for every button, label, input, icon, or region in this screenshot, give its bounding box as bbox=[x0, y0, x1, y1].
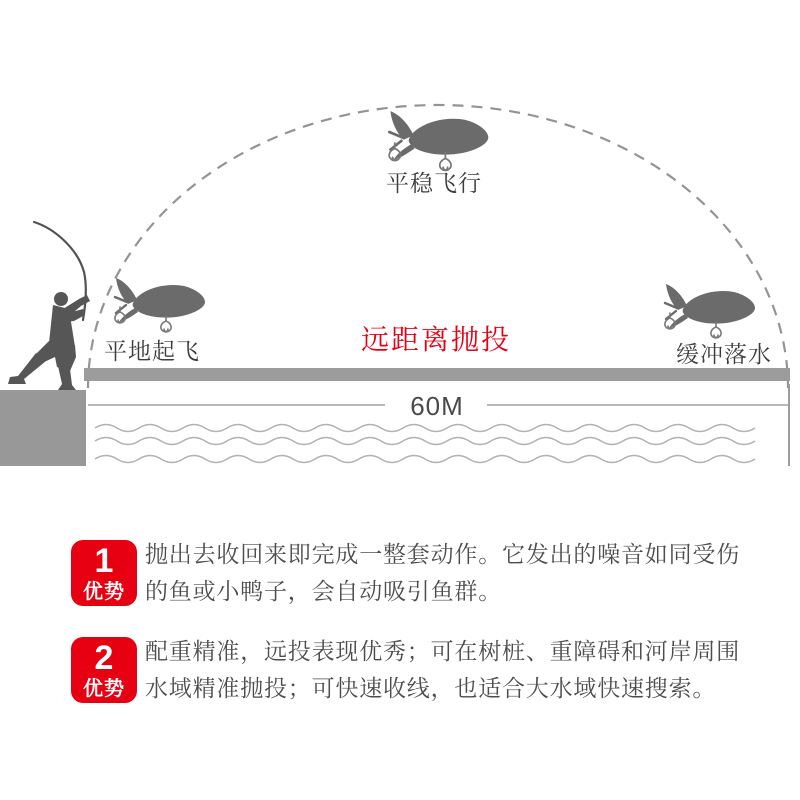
label-stable-flight: 平稳飞行 bbox=[386, 170, 482, 196]
advantage-2-badge bbox=[71, 637, 137, 703]
advantage-1-number: 1 bbox=[94, 542, 114, 580]
advantage-2-text: 配重精准，远投表现优秀；可在树桩、重障碍和河岸周围水域精准抛投；可快速收线，也适合大水域快速搜索。 bbox=[145, 638, 740, 701]
label-flat-takeoff: 平地起飞 bbox=[104, 338, 200, 364]
advantage-row-1 bbox=[71, 540, 741, 610]
advantage-1-text: 抛出去收回来即完成一整套动作。它发出的噪音如同受伤的鱼或小鸭子，会自动吸引鱼群。 bbox=[145, 541, 740, 604]
advantage-2-tag: 优势 bbox=[83, 678, 125, 700]
advantage-2-number: 2 bbox=[94, 639, 114, 677]
fisherman-silhouette bbox=[8, 222, 90, 390]
lure-takeoff bbox=[115, 278, 205, 332]
label-distance-60m: 60M bbox=[410, 391, 464, 421]
lure-flight bbox=[389, 111, 488, 170]
runway-bar bbox=[84, 368, 790, 381]
label-buffered-landing: 缓冲落水 bbox=[676, 341, 772, 367]
advantage-row-2 bbox=[71, 637, 741, 707]
advantage-1-badge bbox=[71, 540, 137, 606]
water-waves bbox=[95, 425, 755, 463]
bank-block bbox=[0, 390, 86, 466]
advantage-1-tag: 优势 bbox=[83, 581, 125, 603]
label-long-distance-cast: 远距离抛投 bbox=[360, 324, 511, 355]
lure-landing bbox=[665, 284, 755, 338]
